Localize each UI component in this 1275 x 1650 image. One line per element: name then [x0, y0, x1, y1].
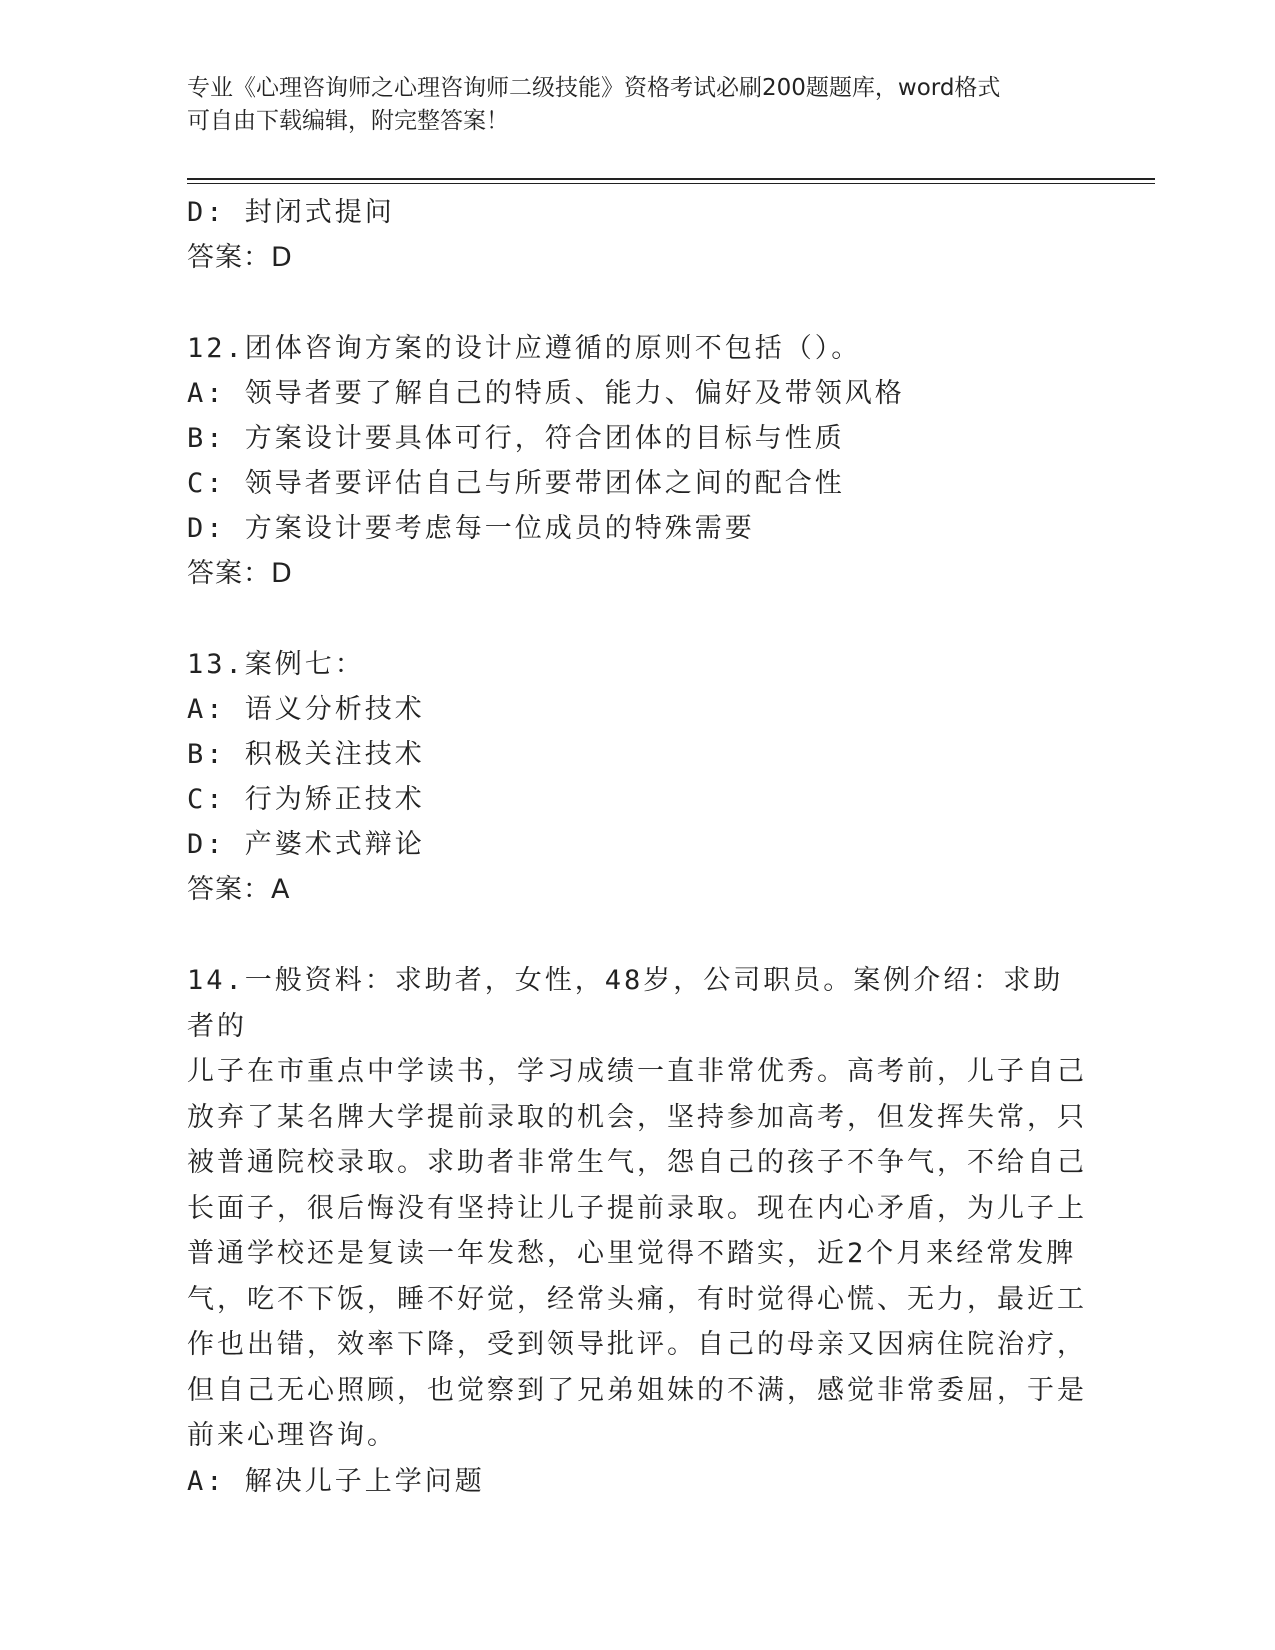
q13-option-b: B: 积极关注技术	[187, 739, 425, 770]
q14-stem-line: 前来心理咨询。	[187, 1420, 397, 1451]
question-11-tail	[187, 190, 1087, 280]
q14-stem-line: 作也出错，效率下降，受到领导批评。自己的母亲又因病住院治疗，	[187, 1329, 1087, 1360]
q12-stem: 12.团体咨询方案的设计应遵循的原则不包括（）。	[187, 333, 862, 364]
spacer	[187, 912, 1087, 958]
spacer	[187, 280, 1087, 326]
q12-option-a: A: 领导者要了解自己的特质、能力、偏好及带领风格	[187, 378, 905, 409]
spacer	[187, 596, 1087, 642]
q13-answer: 答案：A	[187, 874, 291, 905]
q13-option-c: C: 行为矫正技术	[187, 784, 425, 815]
q12-option-c: C: 领导者要评估自己与所要带团体之间的配合性	[187, 468, 845, 499]
question-content	[187, 190, 1087, 1504]
question-14	[187, 958, 1087, 1504]
q14-stem-line: 但自己无心照顾，也觉察到了兄弟姐妹的不满，感觉非常委屈，于是	[187, 1374, 1087, 1406]
q14-stem-line: 气，吃不下饭，睡不好觉，经常头痛，有时觉得心慌、无力，最近工	[187, 1283, 1087, 1315]
q12-answer: 答案：D	[187, 558, 293, 589]
q14-stem	[187, 958, 1087, 1459]
q13-stem: 13.案例七：	[187, 649, 365, 680]
q11-answer: 答案：D	[187, 242, 293, 273]
question-12	[187, 326, 1087, 596]
q14-option-a: A: 解决儿子上学问题	[187, 1465, 485, 1497]
q14-stem-line: 普通学校还是复读一年发愁，心里觉得不踏实，近2个月来经常发脾	[187, 1238, 1077, 1269]
q12-option-d: D: 方案设计要考虑每一位成员的特殊需要	[187, 513, 755, 544]
question-13	[187, 642, 1087, 912]
q13-option-a: A: 语义分析技术	[187, 694, 425, 725]
q14-stem-line: 儿子在市重点中学读书，学习成绩一直非常优秀。高考前，儿子自己	[187, 1056, 1087, 1087]
q14-stem-line: 14.一般资料：求助者，女性，48岁，公司职员。案例介绍：求助者的	[187, 965, 1064, 1042]
header-rule-thick	[187, 178, 1155, 180]
q14-stem-line: 被普通院校录取。求助者非常生气，怨自己的孩子不争气，不给自己	[187, 1147, 1087, 1178]
document-header	[187, 72, 1067, 138]
q14-stem-line: 长面子，很后悔没有坚持让儿子提前录取。现在内心矛盾，为儿子上	[187, 1192, 1087, 1224]
q12-option-b: B: 方案设计要具体可行，符合团体的目标与性质	[187, 423, 845, 454]
header-rule-thin	[187, 183, 1155, 184]
header-line-1: 专业《心理咨询师之心理咨询师二级技能》资格考试必刷200题题库，word格式	[187, 75, 1001, 101]
header-line-2: 可自由下载编辑，附完整答案！	[187, 108, 509, 134]
q11-option-d: D: 封闭式提问	[187, 197, 395, 228]
q14-stem-line: 放弃了某名牌大学提前录取的机会，坚持参加高考，但发挥失常，只	[187, 1101, 1087, 1133]
q13-option-d: D: 产婆术式辩论	[187, 829, 425, 860]
